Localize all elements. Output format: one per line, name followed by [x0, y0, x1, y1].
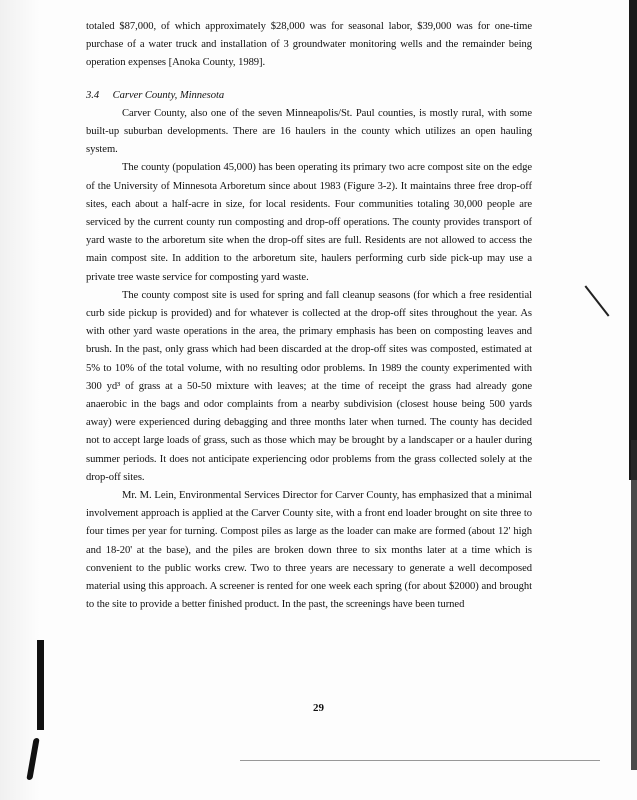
page-number: 29	[313, 702, 324, 714]
section-number: 3.4	[86, 89, 100, 101]
scan-shadow	[0, 0, 40, 800]
scan-artifact-left-bar	[37, 640, 44, 730]
paragraph-compost-site: The county (population 45,000) has been operating its primary two acre compost site on the edge of the University of Minnesota Arboretum since about 1983 (Figure 3-2). It maintains three free drop-off sites, each about a half-acre in size, for local residents. Four communities totaling 30,000 people are serviced by the current county run composting and drop-off operations. The county provides transport of yard waste to the arboretum site when the drop-off sites are full. Residents are not allowed to access the main compost site. In addition to the arboretum site, haulers performing curb side pick-up may use a private tree waste service for composting yard waste.	[86, 162, 532, 283]
scan-artifact-right-edge	[629, 0, 637, 480]
paragraph-seasons: The county compost site is used for spring and fall cleanup seasons (for which a free residential curb side pickup is provided) and for whatever is collected at the drop-off sites throughout the year. As with other yard waste operations in the area, the primary emphasis has been on composting leaves and brush. In the past, only grass which had been discarded at the drop-off sites was composted, estimated at 5% to 10% of the total volume, with no resulting odor problems. In 1989 the county experimented with 300 yd³ of grass at a 50-50 mixture with leaves; at the time of receipt the grass had already gone anaerobic in the bags and odor complaints from a nearby subdivision (closest house being 500 yards away) were experienced during debagging and three months later when turned. The county has decided not to accept large loads of grass, such as those which may be brought by a landscaper or a hauler during summer periods. It does not anticipate experiencing odor problems from the grass collected solely at the drop-off sites.	[86, 289, 532, 483]
paragraph-carver-intro: Carver County, also one of the seven Minneapolis/St. Paul counties, is mostly rural, with some built-up suburban developments. There are 16 haulers in the county which utilizes an open hauling system.	[86, 107, 532, 156]
section-title: Carver County, Minnesota	[112, 89, 225, 101]
scan-artifact-slash	[585, 285, 610, 316]
scan-artifact-bottom-line	[240, 760, 600, 761]
scan-artifact-right-edge-lower	[631, 440, 637, 770]
paragraph-lein: Mr. M. Lein, Environmental Services Director for Carver County, has emphasized that a minimal involvement approach is applied at the Carver County site, with a front end loader brought on site three to four times per year for turning. Compost piles as large as the loader can make are formed (about 12' high and 18-20' at the base), and the piles are broken down three to six months later at a time which is convenient to the public works crew. Two to three years are necessary to generate a well decomposed material using this approach. A screener is rented for one week each spring (for about $2000) and brought to the site to provide a better finished product. In the past, the screenings have been turned	[86, 490, 532, 611]
body-text	[86, 18, 532, 615]
paragraph-anoka-costs: totaled $87,000, of which approximately $28,000 was for seasonal labor, $39,000 was for one-time purchase of a water truck and installation of 3 groundwater monitoring wells and the remainder being operation expenses [Anoka County, 1989].	[86, 21, 532, 69]
section-heading	[86, 87, 532, 105]
